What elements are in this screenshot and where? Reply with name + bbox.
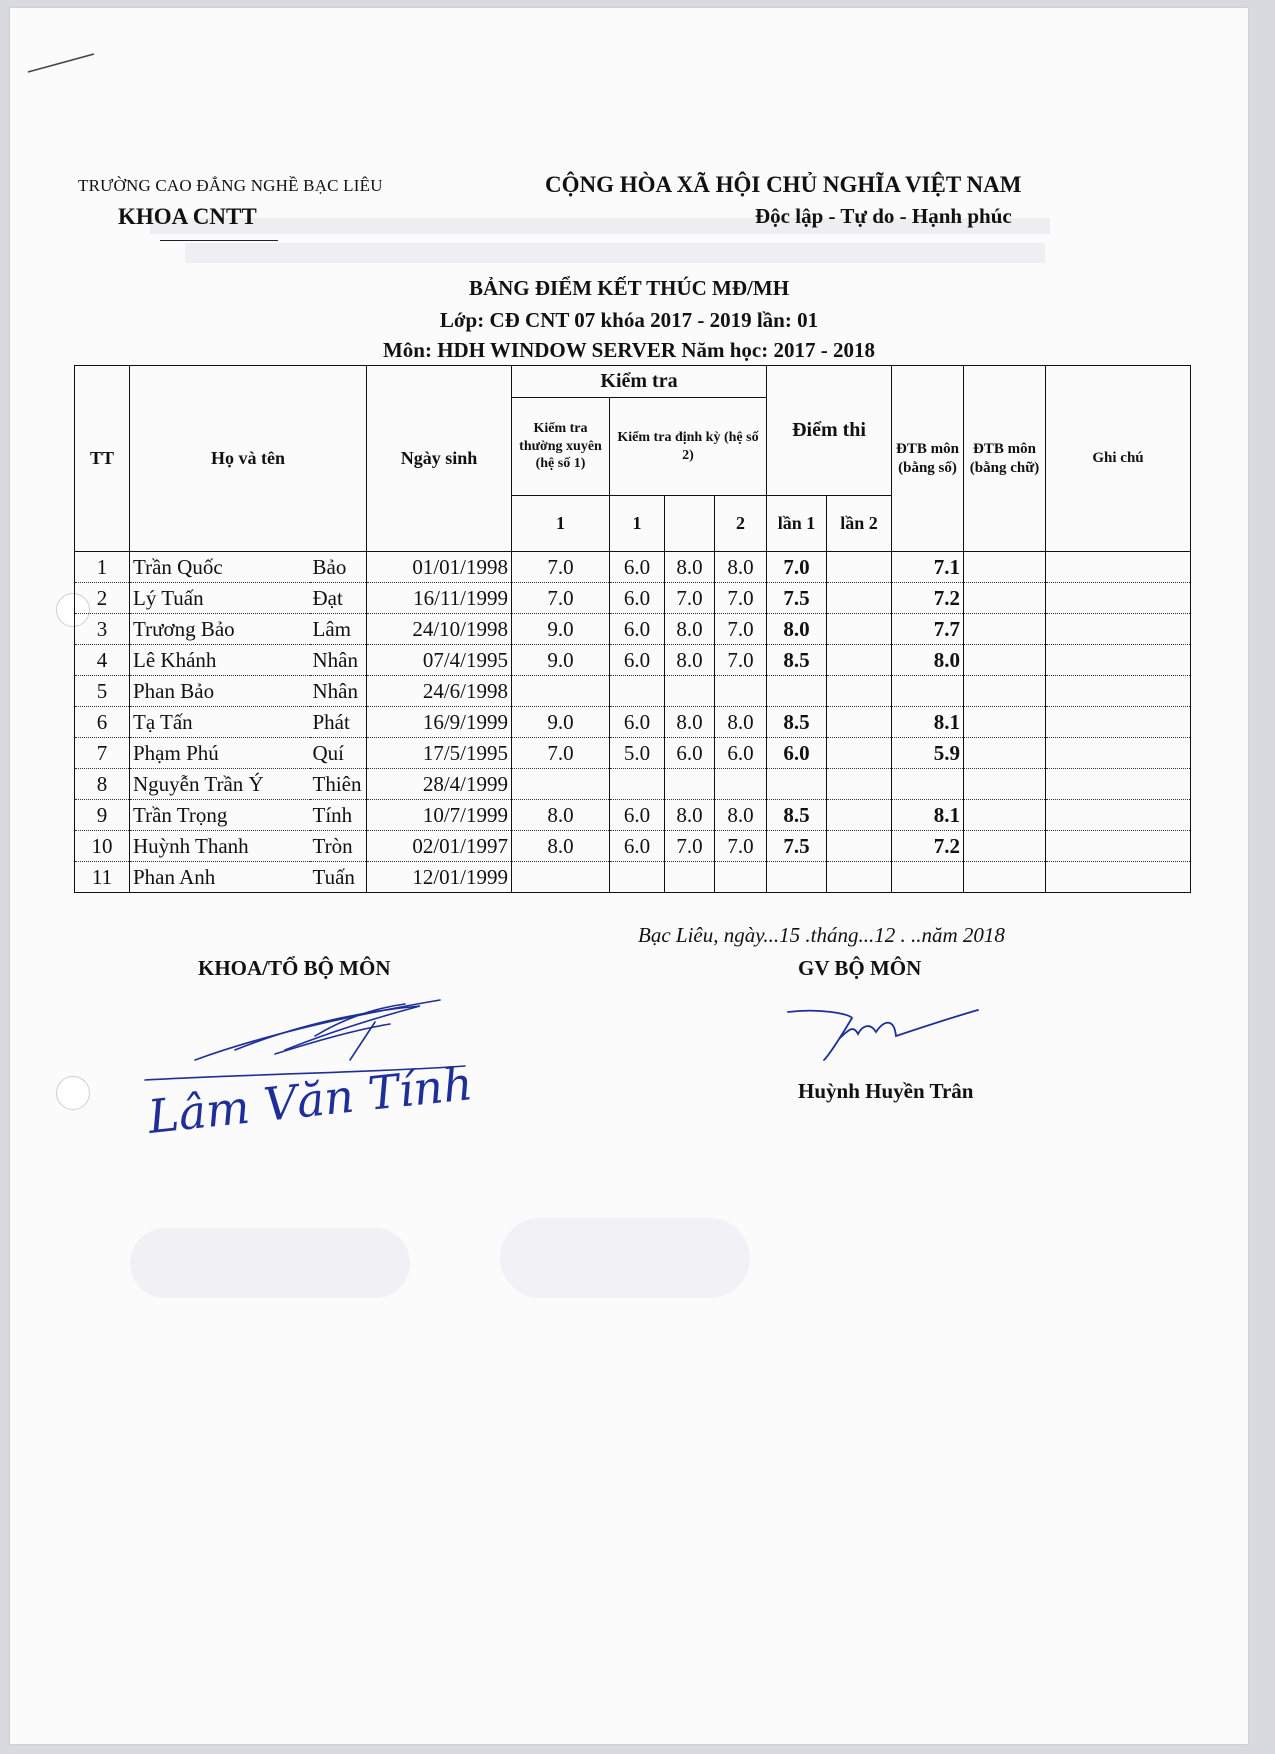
cell-first: Nhân [310,645,367,676]
cell-thi1: 8.5 [767,645,827,676]
cell-dob: 10/7/1999 [367,800,512,831]
cell-avg-words [964,707,1046,738]
cell-dob: 01/01/1998 [367,552,512,583]
cell-last: Lê Khánh [130,645,310,676]
cell-thi2 [827,738,892,769]
cell-dk2: 8.0 [715,552,767,583]
header-tt: TT [75,366,130,552]
class-line: Lớp: CĐ CNT 07 khóa 2017 - 2019 lần: 01 [439,308,819,332]
cell-first: Đạt [310,583,367,614]
cell-dk-mid [665,862,715,893]
subheader-exam-2: lần 2 [827,496,892,552]
cell-dob: 24/6/1998 [367,676,512,707]
cell-thi2 [827,614,892,645]
table-row [75,676,1191,707]
cell-avg [892,769,964,800]
header-regular-test: Kiểm tra thường xuyên (hệ số 1) [512,398,610,496]
cell-dob: 17/5/1995 [367,738,512,769]
cell-tt: 8 [75,769,130,800]
cell-dk1: 5.0 [610,738,665,769]
cell-last: Nguyễn Trần Ý [130,769,310,800]
bleed-through-mark [130,1228,410,1298]
cell-avg: 5.9 [892,738,964,769]
cell-last: Trương Bảo [130,614,310,645]
cell-thi1: 8.5 [767,707,827,738]
cell-dk2: 8.0 [715,800,767,831]
document-page [10,8,1248,1744]
cell-tt: 3 [75,614,130,645]
cell-note [1046,769,1191,800]
grade-table [74,365,1191,893]
cell-avg: 8.1 [892,800,964,831]
table-row [75,769,1191,800]
cell-tx1: 8.0 [512,800,610,831]
table-row [75,552,1191,583]
cell-tx1 [512,769,610,800]
cell-first: Quí [310,738,367,769]
table-row [75,583,1191,614]
school-name: TRƯỜNG CAO ĐẲNG NGHỀ BẠC LIÊU [78,176,383,195]
cell-thi2 [827,645,892,676]
lecturer-title: GV BỘ MÔN [798,956,922,980]
cell-tx1: 7.0 [512,583,610,614]
cell-note [1046,738,1191,769]
cell-first: Tuấn [310,862,367,893]
document-title: BẢNG ĐIỂM KẾT THÚC MĐ/MH [468,276,790,300]
punch-hole-icon [56,1076,90,1110]
cell-dob: 16/11/1999 [367,583,512,614]
cell-dk-mid: 7.0 [665,583,715,614]
cell-dob: 24/10/1998 [367,614,512,645]
cell-thi2 [827,676,892,707]
table-row [75,707,1191,738]
cell-dk-mid: 8.0 [665,800,715,831]
cell-tt: 5 [75,676,130,707]
cell-avg-words [964,614,1046,645]
svg-text:Lâm Văn Tính: Lâm Văn Tính [145,1056,475,1144]
cell-dk1 [610,862,665,893]
cell-tt: 2 [75,583,130,614]
cell-note [1046,707,1191,738]
header-avg-number: ĐTB môn (bằng số) [892,366,964,552]
cell-avg [892,862,964,893]
header-name: Họ và tên [130,366,367,552]
cell-dk1 [610,769,665,800]
pencil-mark-icon [24,48,104,78]
faculty-name: KHOA CNTT [118,204,257,229]
cell-avg-words [964,645,1046,676]
subheader-periodic-1: 1 [610,496,665,552]
cell-avg-words [964,831,1046,862]
cell-dk2: 7.0 [715,831,767,862]
cell-dob: 12/01/1999 [367,862,512,893]
national-motto: Độc lập - Tự do - Hạnh phúc [755,204,1012,228]
cell-note [1046,862,1191,893]
cell-first: Phát [310,707,367,738]
cell-thi1: 7.0 [767,552,827,583]
cell-avg-words [964,862,1046,893]
header-exam: Điểm thi [767,366,892,496]
cell-last: Trần Quốc [130,552,310,583]
subject-line: Môn: HDH WINDOW SERVER Năm học: 2017 - 2018 [382,338,875,362]
cell-dk2: 8.0 [715,707,767,738]
cell-dk1 [610,676,665,707]
cell-thi1: 8.0 [767,614,827,645]
cell-last: Phan Bảo [130,676,310,707]
cell-first: Bảo [310,552,367,583]
cell-dk2: 6.0 [715,738,767,769]
cell-dob: 16/9/1999 [367,707,512,738]
table-row [75,614,1191,645]
lecturer-signature-image [780,998,990,1078]
cell-thi2 [827,769,892,800]
cell-dk1: 6.0 [610,707,665,738]
cell-avg: 7.7 [892,614,964,645]
cell-avg-words [964,583,1046,614]
cell-thi1 [767,862,827,893]
cell-dk-mid [665,676,715,707]
cell-dk2: 7.0 [715,583,767,614]
cell-note [1046,583,1191,614]
cell-avg: 8.0 [892,645,964,676]
cell-dk1: 6.0 [610,831,665,862]
cell-dk-mid: 8.0 [665,707,715,738]
cell-avg-words [964,769,1046,800]
subheader-periodic-2: 2 [715,496,767,552]
cell-dk1: 6.0 [610,614,665,645]
cell-thi2 [827,707,892,738]
cell-last: Phạm Phú [130,738,310,769]
cell-tx1: 9.0 [512,614,610,645]
cell-dk-mid: 8.0 [665,645,715,676]
cell-avg-words [964,552,1046,583]
cell-last: Lý Tuấn [130,583,310,614]
cell-last: Tạ Tấn [130,707,310,738]
subheader-exam-1: lần 1 [767,496,827,552]
cell-avg-words [964,676,1046,707]
table-row [75,645,1191,676]
cell-last: Huỳnh Thanh [130,831,310,862]
bleed-through-mark [185,243,1045,263]
cell-avg-words [964,800,1046,831]
cell-thi2 [827,831,892,862]
cell-dk1: 6.0 [610,645,665,676]
cell-thi2 [827,552,892,583]
cell-last: Phan Anh [130,862,310,893]
cell-dk1: 6.0 [610,552,665,583]
grade-table-body [75,552,1191,893]
table-row [75,738,1191,769]
cell-thi2 [827,800,892,831]
cell-avg [892,676,964,707]
cell-thi1: 7.5 [767,831,827,862]
cell-dk-mid [665,769,715,800]
dept-signature-image [135,978,475,1148]
cell-thi1: 7.5 [767,583,827,614]
cell-dk2 [715,676,767,707]
cell-tx1: 9.0 [512,707,610,738]
cell-first: Lâm [310,614,367,645]
cell-thi1 [767,676,827,707]
cell-tx1: 7.0 [512,552,610,583]
cell-first: Tính [310,800,367,831]
cell-thi2 [827,583,892,614]
cell-dk-mid: 6.0 [665,738,715,769]
cell-dob: 07/4/1995 [367,645,512,676]
republic-title: CỘNG HÒA XÃ HỘI CHỦ NGHĨA VIỆT NAM [545,172,1022,197]
cell-first: Thiên [310,769,367,800]
bleed-through-mark [500,1218,750,1298]
cell-dk-mid: 8.0 [665,552,715,583]
cell-thi1 [767,769,827,800]
cell-first: Tròn [310,831,367,862]
cell-dob: 02/01/1997 [367,831,512,862]
subheader-periodic-blank [665,496,715,552]
cell-tt: 6 [75,707,130,738]
cell-note [1046,614,1191,645]
cell-tt: 4 [75,645,130,676]
table-row [75,862,1191,893]
cell-note [1046,552,1191,583]
cell-tx1 [512,862,610,893]
dept-head-title: KHOA/TỔ BỘ MÔN [198,956,391,980]
table-row [75,831,1191,862]
cell-thi2 [827,862,892,893]
header-avg-words: ĐTB môn (bằng chữ) [964,366,1046,552]
cell-tt: 1 [75,552,130,583]
cell-dk2: 7.0 [715,614,767,645]
faculty-underline [160,240,278,241]
table-row [75,800,1191,831]
cell-note [1046,676,1191,707]
cell-thi1: 8.5 [767,800,827,831]
cell-thi1: 6.0 [767,738,827,769]
place-date: Bạc Liêu, ngày...15 .tháng...12 . ..năm 2018 [638,923,1005,947]
subheader-regular-1: 1 [512,496,610,552]
cell-dk2 [715,769,767,800]
header-dob: Ngày sinh [367,366,512,552]
cell-tx1: 8.0 [512,831,610,862]
cell-tx1: 7.0 [512,738,610,769]
cell-tx1 [512,676,610,707]
cell-dk2 [715,862,767,893]
cell-tt: 10 [75,831,130,862]
cell-dk-mid: 7.0 [665,831,715,862]
header-note: Ghi chú [1046,366,1191,552]
cell-note [1046,831,1191,862]
cell-avg: 7.2 [892,831,964,862]
cell-dk1: 6.0 [610,800,665,831]
header-kiem-tra: Kiểm tra [512,366,767,398]
cell-dk2: 7.0 [715,645,767,676]
lecturer-name: Huỳnh Huyền Trân [798,1079,974,1103]
cell-avg: 8.1 [892,707,964,738]
cell-last: Trần Trọng [130,800,310,831]
cell-tt: 9 [75,800,130,831]
cell-tt: 7 [75,738,130,769]
cell-dob: 28/4/1999 [367,769,512,800]
cell-note [1046,645,1191,676]
cell-tt: 11 [75,862,130,893]
cell-dk-mid: 8.0 [665,614,715,645]
cell-tx1: 9.0 [512,645,610,676]
cell-note [1046,800,1191,831]
cell-avg: 7.1 [892,552,964,583]
header-periodic-test: Kiểm tra định kỳ (hệ số 2) [610,398,767,496]
cell-dk1: 6.0 [610,583,665,614]
cell-first: Nhân [310,676,367,707]
cell-avg: 7.2 [892,583,964,614]
cell-avg-words [964,738,1046,769]
